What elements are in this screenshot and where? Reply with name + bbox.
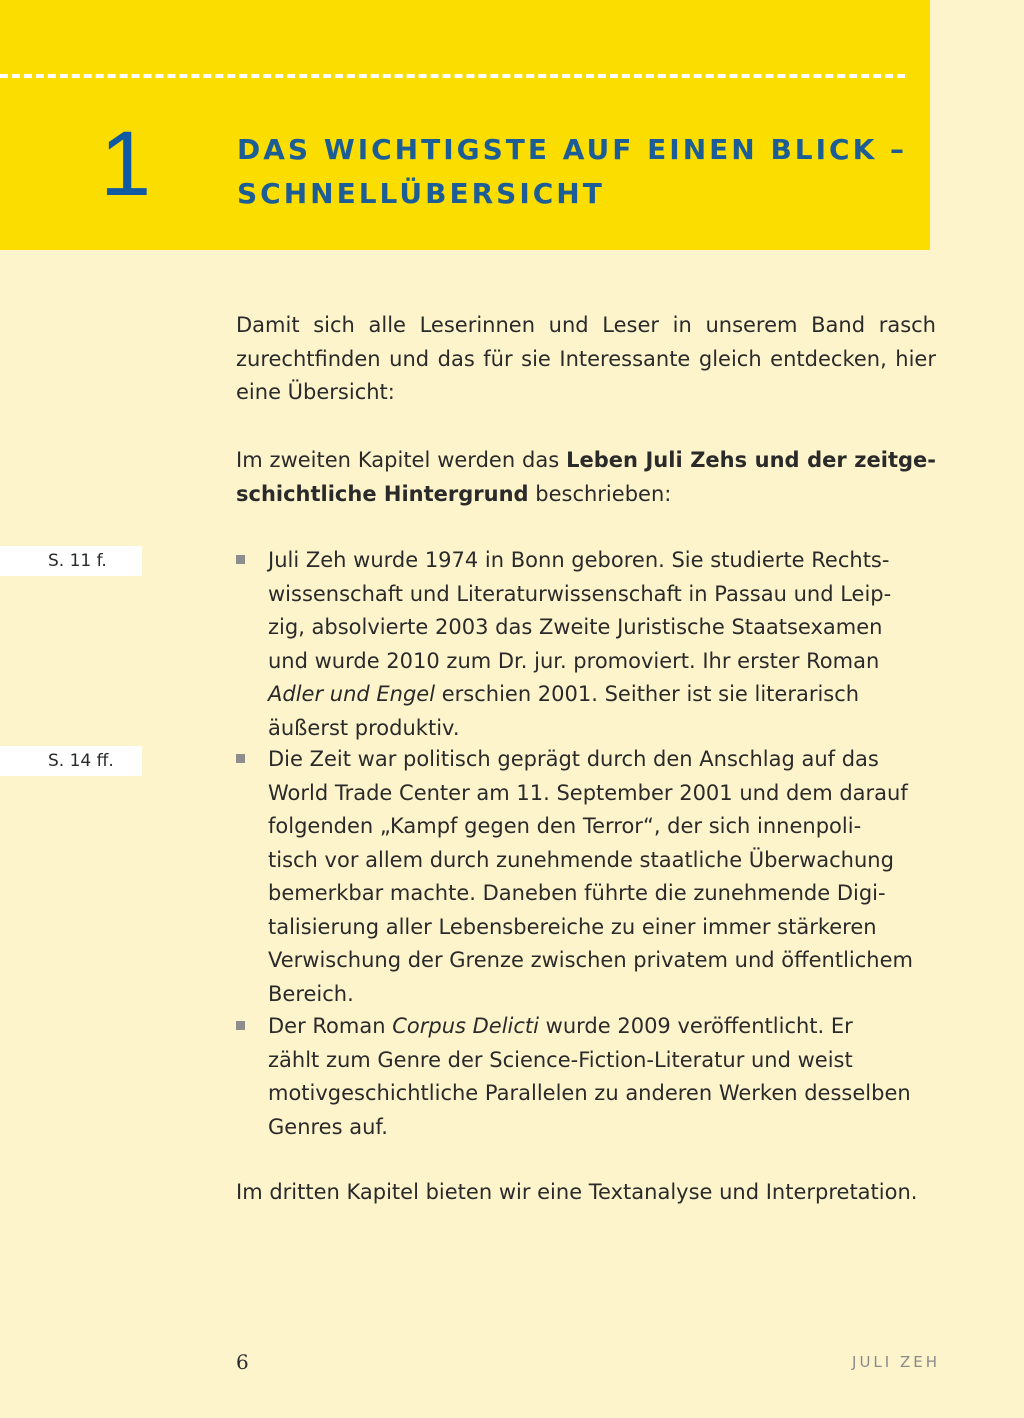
chapter2-prefix: Im zweiten Kapitel werden das — [236, 448, 567, 472]
text-line: eine Übersicht: — [236, 380, 395, 404]
running-head: JULI ZEH — [852, 1353, 940, 1371]
book-title: Adler und Engel — [268, 682, 436, 706]
text-line: zig, absolvierte 2003 das Zweite Juristische Staatsexamen — [268, 615, 883, 639]
chapter-title — [237, 128, 917, 216]
list-item — [236, 1010, 936, 1144]
dashed-divider — [0, 74, 905, 78]
text-line — [236, 478, 936, 512]
text-line: wissenschaft und Literaturwissenschaft in Passau und Leip- — [268, 581, 892, 606]
chapter2-suffix: beschrieben: — [528, 481, 672, 506]
list-item — [236, 743, 936, 1011]
page-number: 6 — [236, 1350, 249, 1374]
text-line — [236, 444, 936, 478]
text-line: Damit sich alle Leserinnen und Leser in unserem Band rasch — [236, 313, 936, 337]
chapter-title-line: DAS WICHTIGSTE AUF EINEN BLICK – — [237, 133, 908, 166]
chapter-number: 1 — [100, 113, 152, 215]
bullet-text — [268, 743, 936, 1011]
text-line: tisch vor allem durch zunehmende staatliche Überwachung — [268, 847, 894, 872]
bullet-square-icon — [236, 754, 245, 763]
margin-page-ref: S. 11 f. — [0, 546, 142, 576]
text-line — [268, 1010, 936, 1044]
text-line: äußerst produktiv. — [268, 715, 460, 740]
chapter3-paragraph — [236, 1176, 936, 1210]
text-segment: Der Roman — [268, 1014, 393, 1038]
text-line: Genres auf. — [268, 1114, 388, 1139]
bullet-text — [268, 1010, 936, 1144]
text-line: Im dritten Kapitel bieten wir eine Textanalyse und Interpretation. — [236, 1180, 918, 1204]
book-title: Corpus Delicti — [392, 1014, 539, 1038]
text-segment: wurde 2009 veröffentlicht. Er — [539, 1014, 853, 1038]
text-line: Bereich. — [268, 981, 354, 1006]
text-line: Juli Zeh wurde 1974 in Bonn geboren. Sie studierte Rechts- — [268, 548, 890, 572]
text-line: und wurde 2010 zum Dr. jur. promoviert. Ihr erster Roman — [268, 648, 880, 673]
text-line: motivgeschichtliche Parallelen zu anderen Werken desselben — [268, 1081, 911, 1105]
margin-page-ref: S. 14 ff. — [0, 746, 142, 776]
bullet-square-icon — [236, 555, 245, 564]
chapter-title-line: SCHNELLÜBERSICHT — [237, 177, 605, 210]
text-line: World Trade Center am 11. September 2001 und dem darauf — [268, 780, 908, 805]
chapter2-paragraph — [236, 444, 936, 511]
bullet-square-icon — [236, 1021, 245, 1030]
text-line: Die Zeit war politisch geprägt durch den Anschlag auf das — [268, 747, 879, 771]
text-line: folgenden „Kampf gegen den Terror“, der sich innenpoli- — [268, 814, 862, 838]
text-line — [268, 678, 936, 712]
text-line: bemerkbar machte. Daneben führte die zunehmende Digi- — [268, 881, 886, 905]
text-line: zurechtfinden und das für sie Interessante gleich entdecken, hier — [236, 346, 936, 371]
text-line: zählt zum Genre der Science-Fiction-Literatur und weist — [268, 1047, 853, 1072]
intro-paragraph — [236, 309, 936, 410]
text-line: Verwischung der Grenze zwischen privatem und öffentlichem — [268, 948, 913, 972]
chapter2-bold: Leben Juli Zehs und der zeitge- — [566, 448, 936, 472]
text-segment: erschien 2001. Seither ist sie literarisch — [435, 682, 860, 706]
chapter2-bold: schichtliche Hintergrund — [236, 481, 529, 506]
bullet-text — [268, 544, 936, 745]
text-line: talisierung aller Lebensbereiche zu einer immer stärkeren — [268, 914, 877, 939]
list-item — [236, 544, 936, 745]
